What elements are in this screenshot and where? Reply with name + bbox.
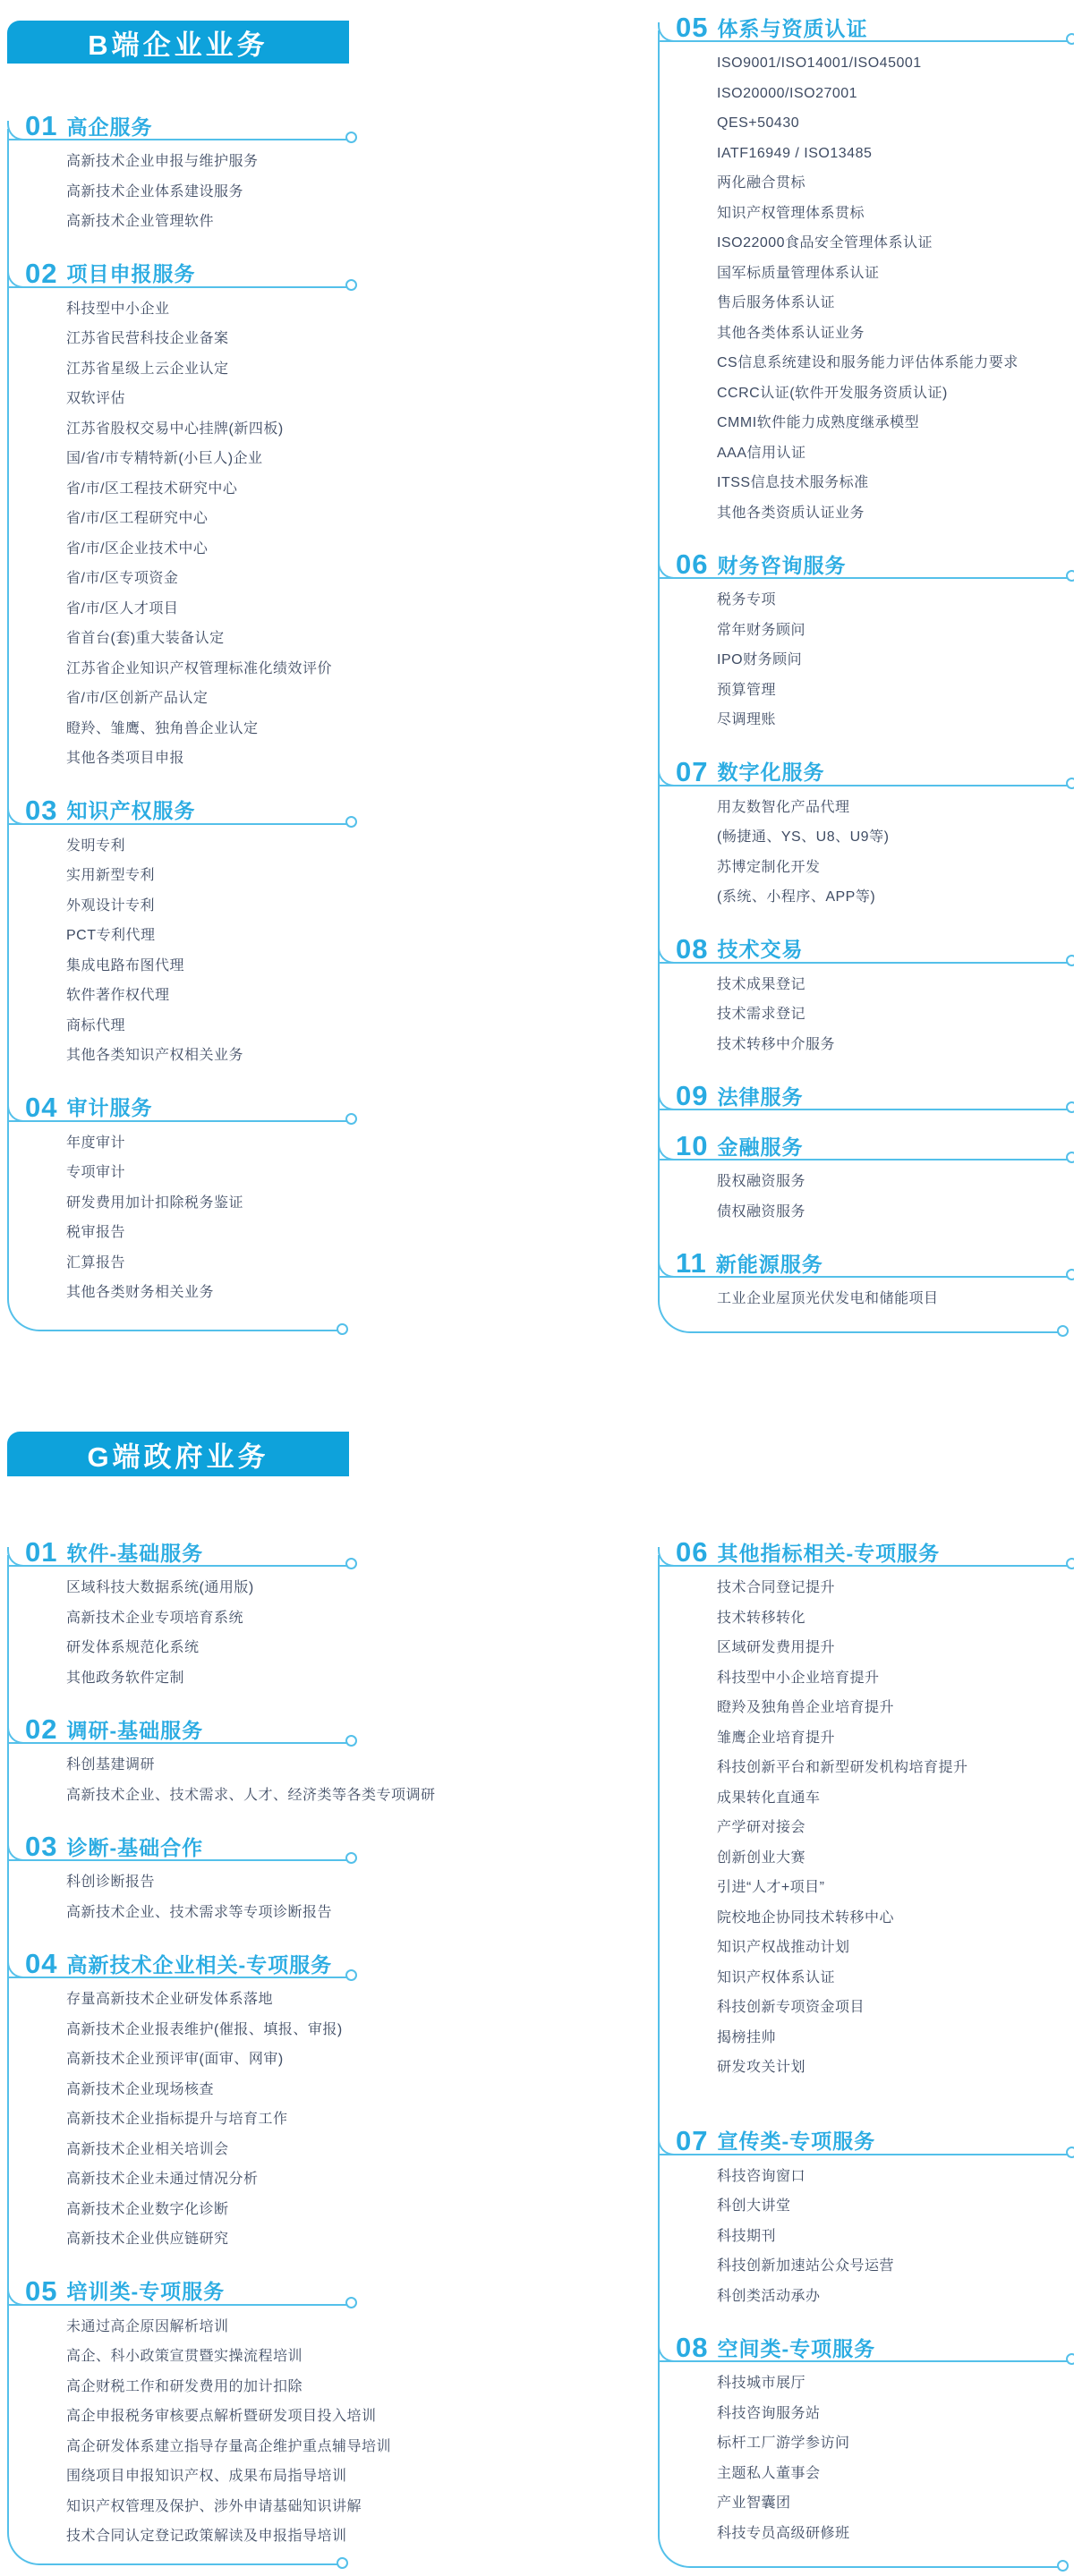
- service-item: 其他各类体系认证业务: [717, 325, 865, 341]
- service-item: 产业智囊团: [717, 2495, 791, 2511]
- service-item: 江苏省星级上云企业认定: [66, 361, 229, 377]
- section-number: 09: [676, 1080, 709, 1111]
- section-title: 高企服务: [66, 115, 153, 139]
- service-item: 高企申报税务审核要点解析暨研发项目投入培训: [66, 2409, 377, 2424]
- section-title: 空间类-专项服务: [717, 2336, 876, 2360]
- service-item: 科创基建调研: [66, 1757, 156, 1773]
- section-number: 04: [25, 1091, 58, 1123]
- section-title: 培训类-专项服务: [66, 2280, 226, 2304]
- service-item: 专项审计: [66, 1165, 126, 1180]
- connector-circle: [1066, 955, 1074, 966]
- section-header: [7, 1082, 347, 1121]
- service-item: 雏鹰企业培育提升: [717, 1730, 836, 1746]
- service-item: 高新技术企业未通过情况分析: [66, 2172, 259, 2187]
- service-item: 围绕项目申报知识产权、成果布局指导培训: [66, 2469, 347, 2484]
- section-underline: [660, 577, 1068, 579]
- banner-b-enterprise: B端企业业务: [7, 21, 349, 64]
- section-header: [7, 1704, 347, 1743]
- service-item: 知识产权管理体系贯标: [717, 205, 865, 221]
- service-item: 高新技术企业现场核查: [66, 2081, 215, 2097]
- service-item: 高新技术企业专项培育系统: [66, 1610, 244, 1626]
- g-government-left-column: [7, 1516, 436, 2565]
- service-list: [7, 147, 347, 237]
- section-underline: [660, 1565, 1068, 1567]
- service-item: 科创类活动承办: [717, 2288, 821, 2304]
- service-list: [7, 1128, 347, 1308]
- section-number: 04: [25, 1948, 58, 1979]
- section-number: 02: [25, 257, 58, 289]
- service-item: 高企、科小政策宣贯暨实操流程培训: [66, 2349, 303, 2364]
- service-item: 年度审计: [66, 1135, 126, 1151]
- service-item: 瞪羚、雏鹰、独角兽企业认定: [66, 720, 259, 736]
- section-10: [658, 1120, 1068, 1227]
- service-list: [658, 48, 1068, 528]
- service-item: 高新技术企业数字化诊断: [66, 2201, 229, 2217]
- connector-circle: [1066, 1101, 1074, 1113]
- service-item: 高新技术企业、技术需求、人才、经济类等各类专项调研: [66, 1787, 436, 1803]
- section-underline: [9, 823, 347, 825]
- service-item: IATF16949 / ISO13485: [717, 145, 873, 161]
- service-item: 汇算报告: [66, 1254, 126, 1271]
- section-underline: [9, 1742, 347, 1744]
- service-item: 存量高新技术企业研发体系落地: [66, 1992, 274, 2007]
- service-item: 科技创新平台和新型研发机构培育提升: [717, 1760, 968, 1775]
- service-item: 其他政务软件定制: [66, 1670, 185, 1686]
- service-item: 技术成果登记: [717, 976, 806, 992]
- service-item: 研发费用加计扣除税务鉴证: [66, 1194, 244, 1211]
- section-header: [658, 746, 1068, 786]
- section-underline: [660, 2154, 1068, 2155]
- section-number: 11: [676, 1247, 707, 1279]
- section-number: 05: [25, 2274, 58, 2307]
- service-item: QES+50430: [717, 115, 800, 131]
- section-underline: [660, 1276, 1068, 1278]
- service-item: 实用新型专利: [66, 868, 156, 883]
- service-item: 税务专项: [717, 592, 777, 608]
- service-item: IPO财务顾问: [717, 652, 803, 667]
- g-government-right-column: [658, 1516, 1068, 2568]
- service-item: 工业企业屋顶光伏发电和储能项目: [717, 1291, 939, 1306]
- section-number: 03: [25, 794, 58, 826]
- section-header: [658, 1070, 1068, 1109]
- section-underline: [9, 139, 347, 140]
- service-item: (畅捷通、YS、U8、U9等): [717, 829, 890, 845]
- connector-circle: [345, 1113, 357, 1125]
- connector-circle: [1066, 778, 1074, 789]
- service-item: 院校地企协同技术转移中心: [717, 1909, 895, 1926]
- service-item: 税审报告: [66, 1225, 126, 1240]
- service-item: 产学研对接会: [717, 1820, 806, 1835]
- section-underline: [9, 1120, 347, 1122]
- section-09: [658, 1070, 1068, 1109]
- service-list: [658, 793, 1068, 913]
- service-list: [7, 831, 347, 1071]
- section-underline: [9, 1565, 347, 1567]
- service-list: [658, 585, 1068, 735]
- service-item: 未通过高企原因解析培训: [66, 2318, 229, 2334]
- service-item: 主题私人董事会: [717, 2465, 821, 2481]
- service-item: 知识产权战推动计划: [717, 1940, 850, 1955]
- section-underline: [9, 2304, 347, 2306]
- service-item: 其他各类项目申报: [66, 751, 185, 766]
- service-item: 科技专员高级研修班: [717, 2525, 850, 2541]
- service-item: 高新技术企业报表维护(催报、填报、审报): [66, 2021, 343, 2037]
- service-item: 揭榜挂帅: [717, 2029, 777, 2045]
- section-title: 新能源服务: [715, 1252, 823, 1276]
- section-number: 02: [25, 1713, 58, 1745]
- section-08: [658, 923, 1068, 1060]
- service-item: 省/市/区人才项目: [66, 600, 179, 616]
- banner-g-government: G端政府业务: [7, 1432, 349, 1476]
- section-04: [7, 1938, 347, 2255]
- service-item: 科创诊断报告: [66, 1875, 156, 1890]
- service-item: 高企财税工作和研发费用的加计扣除: [66, 2378, 303, 2394]
- connector-circle: [1066, 1558, 1074, 1569]
- section-number: 08: [676, 932, 709, 965]
- section-underline: [660, 40, 1068, 42]
- service-item: 科技型中小企业培育提升: [717, 1670, 880, 1686]
- section-title: 体系与资质认证: [717, 16, 868, 40]
- section-number: 06: [676, 548, 709, 580]
- service-item: 知识产权管理及保护、涉外申请基础知识讲解: [66, 2498, 362, 2514]
- service-item: 江苏省股权交易中心挂牌(新四板): [66, 421, 284, 437]
- service-list: [658, 1167, 1068, 1227]
- service-item: 技术合同登记提升: [717, 1580, 836, 1595]
- section-header: [7, 248, 347, 287]
- service-item: 双软评估: [66, 391, 126, 406]
- section-number: 08: [676, 2332, 709, 2363]
- section-number: 05: [676, 12, 709, 43]
- service-item: CCRC认证(软件开发服务资质认证): [717, 385, 948, 401]
- section-03: [7, 785, 347, 1071]
- service-item: 高新技术企业相关培训会: [66, 2141, 229, 2157]
- service-item: 科技咨询服务站: [717, 2405, 821, 2421]
- service-item: ISO20000/ISO27001: [717, 85, 858, 101]
- section-title: 宣传类-专项服务: [717, 2130, 876, 2154]
- section-header: [658, 2322, 1068, 2361]
- section-title: 数字化服务: [717, 761, 825, 785]
- service-item: 高新技术企业供应链研究: [66, 2232, 229, 2247]
- section-01: [7, 1526, 347, 1693]
- service-item: 高新技术企业体系建设服务: [66, 183, 244, 200]
- service-item: 国/省/市专精特新(小巨人)企业: [66, 451, 263, 466]
- service-item: ITSS信息技术服务标准: [717, 475, 869, 490]
- section-number: 10: [676, 1130, 709, 1161]
- section-04: [7, 1082, 347, 1308]
- service-item: 省/市/区工程研究中心: [66, 511, 209, 526]
- service-item: ISO9001/ISO14001/ISO45001: [717, 55, 922, 71]
- service-item: 成果转化直通车: [717, 1790, 821, 1806]
- section-number: 07: [676, 2124, 709, 2156]
- service-item: 发明专利: [66, 837, 126, 854]
- section-header: [7, 100, 347, 140]
- section-underline: [660, 785, 1068, 786]
- section-07: [658, 2115, 1068, 2312]
- service-list: [658, 970, 1068, 1060]
- service-item: 引进“人才+项目”: [717, 1880, 825, 1895]
- service-item: 科技咨询窗口: [717, 2168, 806, 2184]
- service-item: (系统、小程序、APP等): [717, 889, 876, 905]
- service-item: 苏博定制化开发: [717, 859, 821, 875]
- service-item: 其他各类知识产权相关业务: [66, 1048, 244, 1063]
- service-item: 江苏省企业知识产权管理标准化绩效评价: [66, 660, 333, 676]
- section-underline: [9, 1859, 347, 1861]
- service-item: 省/市/区创新产品认定: [66, 691, 209, 706]
- service-item: 国军标质量管理体系认证: [717, 265, 880, 281]
- service-item: 债权融资服务: [717, 1203, 806, 1220]
- service-item: 尽调理账: [717, 712, 777, 727]
- service-item: 高新技术企业指标提升与培育工作: [66, 2112, 288, 2127]
- connector-circle: [345, 1735, 357, 1747]
- section-title: 高新技术企业相关-专项服务: [66, 1952, 333, 1977]
- connector-circle: [1066, 1152, 1074, 1163]
- service-item: AAA信用认证: [717, 445, 806, 461]
- connector-circle: [345, 279, 357, 291]
- section-header: [7, 2266, 347, 2305]
- section-title: 法律服务: [717, 1084, 804, 1109]
- service-item: 创新创业大赛: [717, 1849, 806, 1866]
- b-enterprise-right-column: [658, 0, 1068, 1333]
- section-title: 知识产权服务: [66, 799, 196, 823]
- section-11: [658, 1237, 1068, 1314]
- section-number: 01: [25, 1536, 58, 1568]
- service-item: 其他各类财务相关业务: [66, 1285, 215, 1300]
- section-number: 06: [676, 1536, 709, 1568]
- service-item: 科技型中小企业: [66, 301, 170, 317]
- service-item: 瞪羚及独角兽企业培育提升: [717, 1700, 895, 1715]
- service-item: 研发体系规范化系统: [66, 1640, 200, 1655]
- section-header: [658, 1526, 1068, 1566]
- section-title: 项目申报服务: [66, 262, 196, 286]
- service-item: 技术转移转化: [717, 1610, 806, 1626]
- connector-circle: [345, 1852, 357, 1864]
- service-item: 研发攻关计划: [717, 2060, 806, 2075]
- section-02: [7, 1704, 436, 1810]
- service-item: 软件著作权代理: [66, 988, 170, 1003]
- section-header: [7, 1526, 347, 1566]
- service-item: PCT专利代理: [66, 928, 156, 943]
- section-header: [7, 1821, 347, 1860]
- service-item: 其他各类资质认证业务: [717, 505, 865, 521]
- section-header: [658, 539, 1068, 578]
- section-underline: [660, 962, 1068, 964]
- connector-circle: [1066, 2147, 1074, 2158]
- service-item: 两化融合贯标: [717, 175, 806, 191]
- section-number: 03: [25, 1831, 58, 1862]
- connector-circle: [1066, 570, 1074, 582]
- section-title: 审计服务: [66, 1096, 153, 1120]
- service-item: 区域科技大数据系统(通用版): [66, 1580, 254, 1595]
- section-07: [658, 746, 1068, 913]
- service-list: [658, 2368, 1068, 2548]
- service-item: 常年财务顾问: [717, 622, 806, 638]
- service-item: 高新技术企业、技术需求等专项诊断报告: [66, 1904, 333, 1920]
- section-header: [658, 2, 1068, 41]
- connector-circle: [345, 1558, 357, 1569]
- service-list: [7, 1985, 347, 2255]
- service-item: 集成电路布图代理: [66, 957, 185, 973]
- section-header: [658, 1120, 1068, 1160]
- connector-circle: [1066, 33, 1074, 45]
- section-title: 调研-基础服务: [66, 1718, 204, 1742]
- section-06: [658, 539, 1068, 735]
- section-03: [7, 1821, 347, 1927]
- service-item: 科创大讲堂: [717, 2198, 791, 2214]
- service-item: 科技创新专项资金项目: [717, 2000, 865, 2015]
- service-list: [7, 294, 347, 774]
- section-title: 财务咨询服务: [717, 553, 847, 577]
- section-title: 诊断-基础合作: [66, 1835, 204, 1859]
- connector-circle: [1066, 2353, 1074, 2365]
- service-list: [7, 2312, 392, 2552]
- service-item: 技术合同认定登记政策解读及申报指导培训: [66, 2529, 347, 2544]
- section-05: [658, 2, 1068, 528]
- service-item: ISO22000食品安全管理体系认证: [717, 235, 933, 251]
- service-item: 用友数智化产品代理: [717, 799, 850, 815]
- service-item: 商标代理: [66, 1017, 126, 1033]
- service-item: 科技创新加速站公众号运营: [717, 2258, 895, 2274]
- service-list: [658, 1573, 1068, 2083]
- section-title: 技术交易: [717, 938, 804, 962]
- service-item: 技术需求登记: [717, 1007, 806, 1022]
- section-underline: [9, 1977, 347, 1978]
- section-header: [7, 785, 347, 824]
- service-list: [7, 1750, 436, 1810]
- service-list: [7, 1867, 347, 1927]
- connector-circle: [345, 2297, 357, 2308]
- section-header: [658, 923, 1068, 963]
- service-list: [658, 2162, 1068, 2312]
- section-title: 软件-基础服务: [66, 1541, 204, 1565]
- b-enterprise-left-column: [7, 89, 347, 1331]
- connector-circle: [345, 816, 357, 828]
- section-01: [7, 100, 347, 237]
- service-list: [658, 1284, 1068, 1314]
- service-item: 区域研发费用提升: [717, 1640, 836, 1655]
- service-item: 科技期刊: [717, 2228, 777, 2244]
- service-item: 省/市/区工程技术研究中心: [66, 480, 238, 497]
- service-item: 外观设计专利: [66, 897, 156, 914]
- section-08: [658, 2322, 1068, 2548]
- service-item: 知识产权体系认证: [717, 1969, 836, 1985]
- service-item: 高新技术企业管理软件: [66, 214, 215, 229]
- service-item: 省/市/区企业技术中心: [66, 540, 209, 557]
- service-item: 售后服务体系认证: [717, 295, 836, 310]
- section-05: [7, 2266, 392, 2552]
- section-header: [658, 1237, 1068, 1277]
- connector-circle: [1066, 1269, 1074, 1280]
- section-title: 其他指标相关-专项服务: [717, 1541, 941, 1565]
- section-underline: [9, 286, 347, 288]
- section-underline: [660, 2360, 1068, 2362]
- service-item: 江苏省民营科技企业备案: [66, 331, 229, 346]
- service-item: CS信息系统建设和服务能力评估体系能力要求: [717, 355, 1019, 370]
- service-item: 高新技术企业申报与维护服务: [66, 154, 259, 169]
- service-item: 预算管理: [717, 682, 777, 698]
- section-number: 07: [676, 755, 709, 787]
- service-item: 高新技术企业预评审(面审、网审): [66, 2052, 284, 2067]
- section-header: [7, 1938, 347, 1977]
- service-item: CMMI软件能力成熟度继承模型: [717, 415, 920, 430]
- section-underline: [660, 1109, 1068, 1110]
- service-item: 科技城市展厅: [717, 2376, 806, 2391]
- section-title: 金融服务: [717, 1135, 804, 1159]
- service-item: 高企研发体系建立指导存量高企维护重点辅导培训: [66, 2438, 392, 2454]
- service-item: 标杆工厂游学参访问: [717, 2436, 850, 2451]
- section-number: 01: [25, 110, 58, 141]
- service-item: 省/市/区专项资金: [66, 571, 179, 586]
- service-item: 技术转移中介服务: [717, 1036, 836, 1052]
- section-06: [658, 1526, 1068, 2083]
- section-02: [7, 248, 347, 774]
- section-underline: [660, 1159, 1068, 1160]
- service-item: 股权融资服务: [717, 1174, 806, 1189]
- service-item: 省首台(套)重大装备认定: [66, 631, 225, 646]
- connector-circle: [345, 132, 357, 143]
- service-list: [7, 1573, 347, 1693]
- connector-circle: [345, 1969, 357, 1981]
- section-header: [658, 2115, 1068, 2155]
